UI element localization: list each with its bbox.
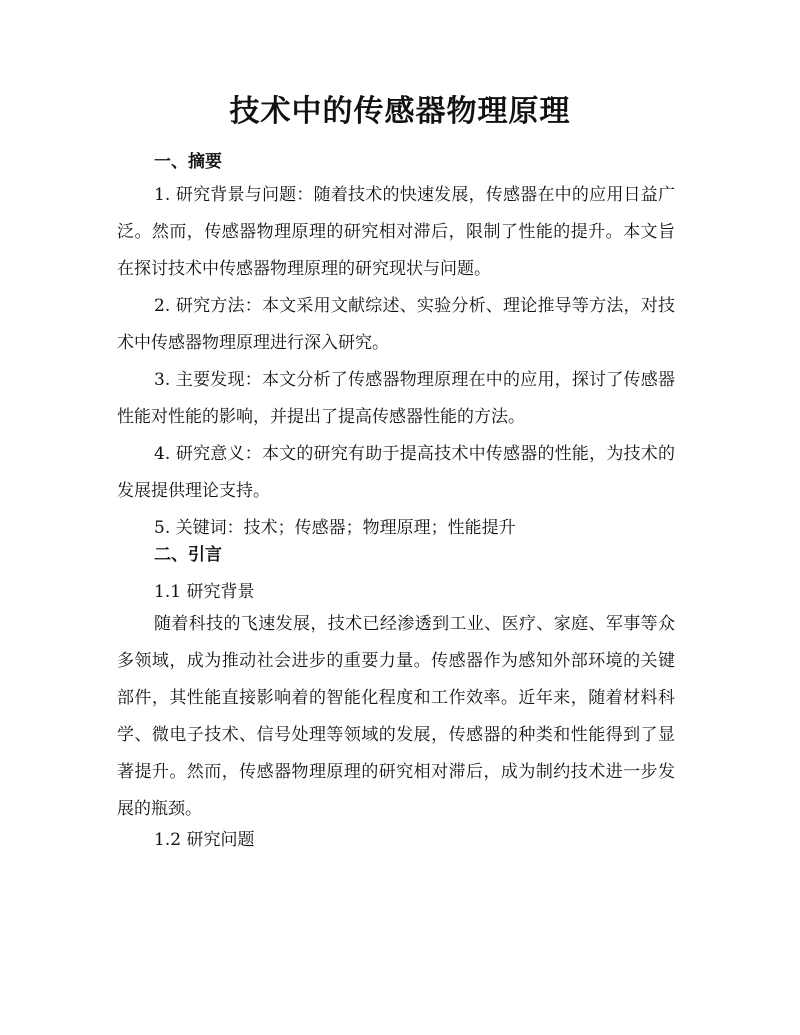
- research-background-title: 1.1 研究背景: [154, 582, 255, 602]
- abstract-item-5: 5. 关键词：技术；传感器；物理原理；性能提升: [154, 518, 516, 538]
- abstract-heading: 一、摘要: [154, 152, 222, 172]
- abstract-item-2: 2. 研究方法：本文采用文献综述、实验分析、理论推导等方法，对技术中传感器物理原理进行深入研究。: [117, 296, 675, 353]
- abstract-item-1: 1. 研究背景与问题：随着技术的快速发展，传感器在中的应用日益广泛。然而，传感器物理原理的研究相对滞后，限制了性能的提升。本文旨在探讨技术中传感器物理原理的研究现状与问题。: [117, 185, 675, 279]
- abstract-item-3: 3. 主要发现：本文分析了传感器物理原理在中的应用，探讨了传感器性能对性能的影响，并提出了提高传感器性能的方法。: [117, 370, 675, 427]
- research-background-text: 随着科技的飞速发展，技术已经渗透到工业、医疗、家庭、军事等众多领域，成为推动社会进步的重要力量。传感器作为感知外部环境的关键部件，其性能直接影响着的智能化程度和工作效率。近年来，随着材料科学、微电子技术、信号处理等领域的发展，传感器的种类和性能得到了显著提升。然而，传感器物理原理的研究相对滞后，成为制约技术进一步发展的瓶颈。: [117, 614, 675, 819]
- introduction-heading: 二、引言: [154, 545, 222, 565]
- document-title: 技术中的传感器物理原理: [229, 94, 571, 129]
- research-question-title: 1.2 研究问题: [154, 830, 255, 850]
- abstract-item-4: 4. 研究意义：本文的研究有助于提高技术中传感器的性能，为技术的发展提供理论支持。: [117, 444, 675, 501]
